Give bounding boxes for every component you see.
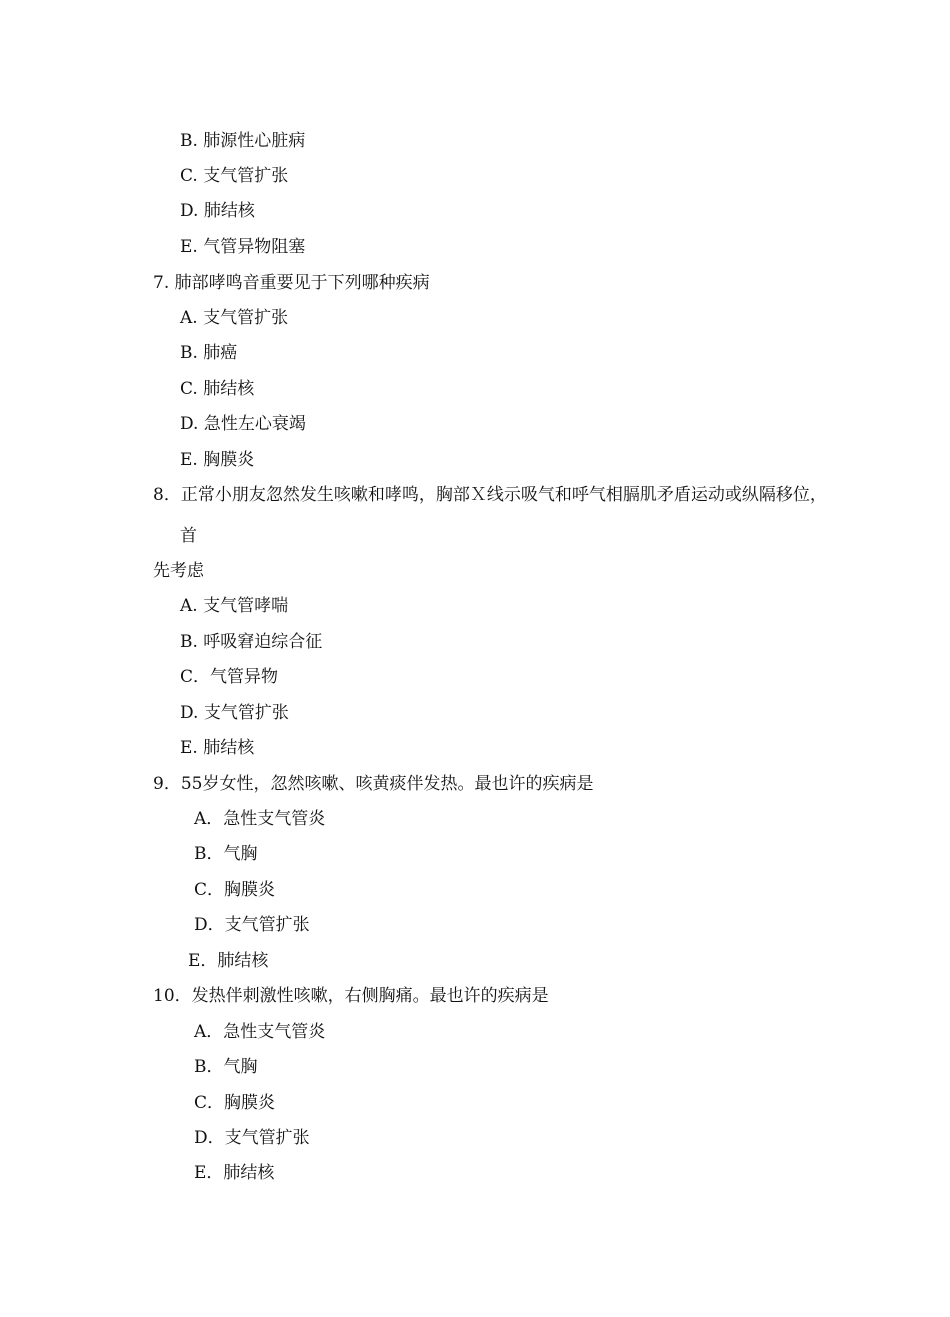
q10-option-b: B．气胸 — [194, 1057, 258, 1077]
q10-stem: 10．发热伴刺激性咳嗽，右侧胸痛。最也许的疾病是 — [153, 986, 549, 1006]
q7-option-d: D. 急性左心衰竭 — [180, 414, 306, 434]
q8-option-a: A. 支气管哮喘 — [180, 596, 289, 616]
q8-stem-line3: 先考虑 — [153, 561, 204, 581]
q7-stem: 7. 肺部哮鸣音重要见于下列哪种疾病 — [153, 273, 430, 293]
q10-option-a: A．急性支气管炎 — [194, 1022, 326, 1042]
q6-option-d: D. 肺结核 — [180, 201, 255, 221]
q6-option-b: B. 肺源性心脏病 — [180, 131, 306, 151]
q8-stem-line1: 8．正常小朋友忽然发生咳嗽和哮鸣，胸部Ｘ线示吸气和呼气相膈肌矛盾运动或纵隔移位， — [153, 485, 827, 505]
q9-option-c: C．胸膜炎 — [194, 880, 276, 900]
q10-option-d: D．支气管扩张 — [194, 1128, 310, 1148]
q8-option-c: C．气管异物 — [180, 667, 279, 687]
q8-option-e: E. 肺结核 — [180, 738, 255, 758]
q9-option-b: B．气胸 — [194, 844, 258, 864]
q10-option-e: E．肺结核 — [194, 1163, 275, 1183]
q9-option-d: D．支气管扩张 — [194, 915, 310, 935]
q8-option-b: B. 呼吸窘迫综合征 — [180, 632, 323, 652]
q9-option-a: A．急性支气管炎 — [194, 809, 326, 829]
q7-option-b: B. 肺癌 — [180, 343, 238, 363]
q6-option-e: E. 气管异物阻塞 — [180, 237, 306, 257]
q7-option-a: A. 支气管扩张 — [180, 308, 289, 328]
q10-option-c: C．胸膜炎 — [194, 1093, 276, 1113]
q9-option-e: E．肺结核 — [188, 951, 269, 971]
q7-option-c: C. 肺结核 — [180, 379, 255, 399]
q8-option-d: D. 支气管扩张 — [180, 703, 289, 723]
q8-stem-line2: 首 — [180, 526, 197, 546]
q7-option-e: E. 胸膜炎 — [180, 450, 255, 470]
q6-option-c: C. 支气管扩张 — [180, 166, 289, 186]
q9-stem: 9．55岁女性，忽然咳嗽、咳黄痰伴发热。最也许的疾病是 — [153, 774, 594, 794]
